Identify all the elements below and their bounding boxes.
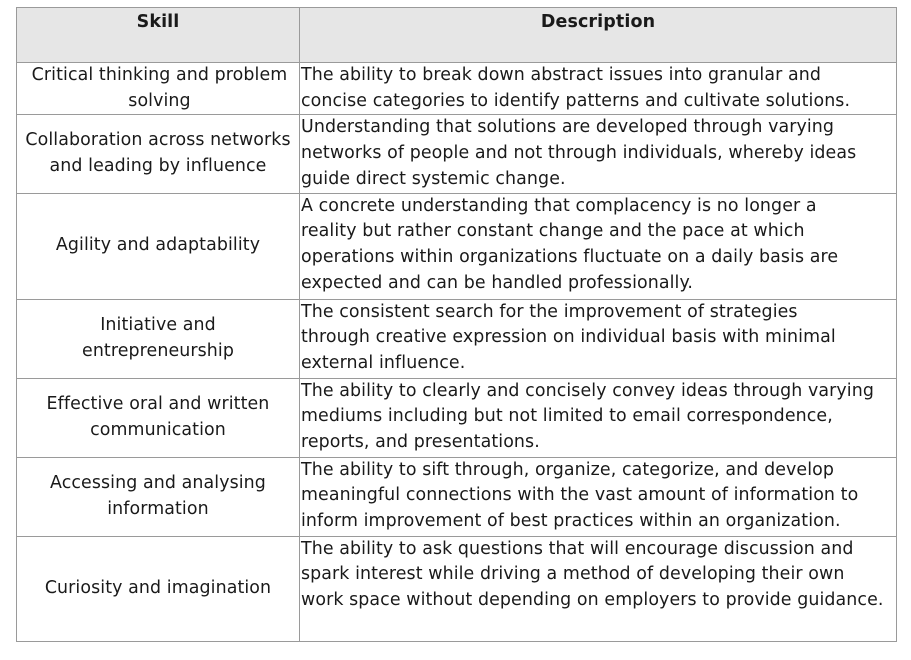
skill-cell: Agility and adaptability [17, 193, 300, 299]
table-header [17, 8, 897, 63]
description-cell: The ability to ask questions that will encourage discussion and spark interest while driving a method of developing their own work space without depending on employers to provide guidance. [300, 536, 897, 641]
table-row [17, 457, 897, 536]
skill-cell: Critical thinking and problem solving [17, 63, 300, 115]
header-description: Description [300, 8, 897, 63]
table-body [17, 63, 897, 642]
header-skill: Skill [17, 8, 300, 63]
table-row [17, 63, 897, 115]
header-row [17, 8, 897, 63]
skills-table [16, 7, 897, 642]
skill-cell: Collaboration across networks and leading by influence [17, 115, 300, 193]
table-row [17, 378, 897, 457]
description-cell: The ability to break down abstract issues into granular and concise categories to identify patterns and cultivate solutions. [300, 63, 897, 115]
table-row [17, 299, 897, 378]
description-cell: Understanding that solutions are developed through varying networks of people and not through individuals, whereby ideas guide direct systemic change. [300, 115, 897, 193]
description-cell: The ability to sift through, organize, categorize, and develop meaningful connections with the vast amount of information to inform improvement of best practices within an organization. [300, 457, 897, 536]
skill-cell: Accessing and analysing information [17, 457, 300, 536]
skill-cell: Effective oral and written communication [17, 378, 300, 457]
table-row [17, 193, 897, 299]
skill-cell: Curiosity and imagination [17, 536, 300, 641]
description-cell: A concrete understanding that complacency is no longer a reality but rather constant change and the pace at which operations within organizations fluctuate on a daily basis are expected and can be handled professionally. [300, 193, 897, 299]
skill-cell: Initiative and entrepreneurship [17, 299, 300, 378]
description-cell: The consistent search for the improvement of strategies through creative expression on individual basis with minimal external influence. [300, 299, 897, 378]
table-row [17, 115, 897, 193]
table-row [17, 536, 897, 641]
description-cell: The ability to clearly and concisely convey ideas through varying mediums including but not limited to email correspondence, reports, and presentations. [300, 378, 897, 457]
